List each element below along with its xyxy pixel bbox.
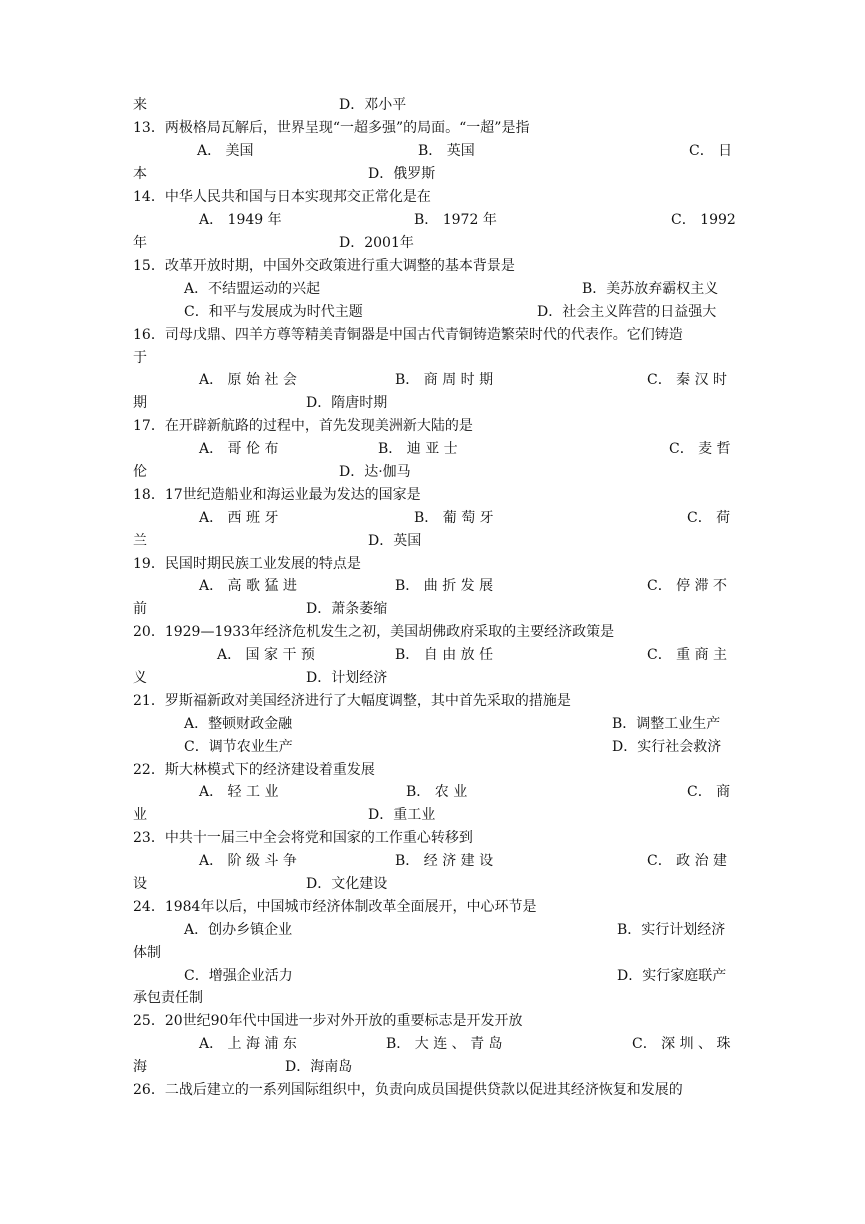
text-line: 本: [133, 166, 147, 182]
text-line: 25．20世纪90年代中国进一步对外开放的重要标志是开发开放: [133, 1013, 523, 1029]
text-line: B．调整工业生产: [612, 716, 721, 732]
text-line: C． 重 商 主: [647, 647, 728, 663]
text-line: C． 政 治 建: [647, 853, 728, 869]
text-line: C． 秦 汉 时: [647, 372, 728, 388]
text-line: D．海南岛: [285, 1059, 353, 1075]
text-line: A． 美国: [197, 143, 254, 159]
text-line: D．达·伽马: [339, 464, 411, 480]
text-line: B． 迪 亚 士: [378, 441, 458, 457]
text-line: A． 上 海 浦 东: [199, 1036, 297, 1052]
text-line: C．增强企业活力: [184, 968, 293, 984]
text-line: D．实行家庭联产: [617, 968, 727, 984]
text-line: A．不结盟运动的兴起: [184, 281, 321, 297]
text-line: C． 1992: [671, 212, 736, 228]
text-line: C． 荷: [687, 510, 731, 526]
text-line: C．和平与发展成为时代主题: [184, 304, 363, 320]
text-line: 21．罗斯福新政对美国经济进行了大幅度调整，其中首先采取的措施是: [133, 693, 571, 709]
text-line: A． 高 歌 猛 进: [199, 578, 297, 594]
text-line: 20．1929—1933年经济危机发生之初，美国胡佛政府采取的主要经济政策是: [133, 624, 615, 640]
text-line: 期: [133, 395, 147, 411]
text-line: B． 大 连 、 青 岛: [386, 1036, 503, 1052]
text-line: B． 农 业: [406, 784, 468, 800]
text-line: C． 麦 哲: [669, 441, 731, 457]
text-line: A． 原 始 社 会: [199, 372, 297, 388]
text-line: B．美苏放弃霸权主义: [582, 281, 719, 297]
text-line: D．实行社会救济: [612, 739, 722, 755]
text-line: D．隋唐时期: [306, 395, 388, 411]
text-line: C． 深 圳 、 珠: [632, 1036, 731, 1052]
text-line: 承包责任制: [133, 990, 203, 1006]
text-line: A． 轻 工 业: [199, 784, 279, 800]
text-line: D．社会主义阵营的日益强大: [537, 304, 717, 320]
text-line: D．计划经济: [306, 670, 388, 686]
text-line: 业: [133, 807, 147, 823]
text-line: 13．两极格局瓦解后，世界呈现“一超多强”的局面。“一超”是指: [133, 120, 530, 136]
text-line: B． 葡 萄 牙: [414, 510, 494, 526]
text-line: D．2001年: [339, 235, 414, 251]
text-line: A． 哥 伦 布: [199, 441, 279, 457]
text-line: 海: [133, 1059, 147, 1075]
text-line: 前: [133, 601, 147, 617]
text-line: 24．1984年以后，中国城市经济体制改革全面展开，中心环节是: [133, 899, 537, 915]
text-line: A． 国 家 干 预: [217, 647, 315, 663]
text-line: A． 西 班 牙: [199, 510, 279, 526]
text-line: 义: [133, 670, 147, 686]
text-line: D．萧条萎缩: [306, 601, 388, 617]
text-line: D．重工业: [368, 807, 436, 823]
text-line: 26．二战后建立的一系列国际组织中，负责向成员国提供贷款以促进其经济恢复和发展的: [133, 1082, 683, 1098]
text-line: 14．中华人民共和国与日本实现邦交正常化是在: [133, 189, 431, 205]
text-line: A． 阶 级 斗 争: [199, 853, 297, 869]
text-line: 年: [133, 235, 147, 251]
text-line: D．邓小平: [339, 97, 407, 113]
text-line: C． 停 滞 不: [647, 578, 728, 594]
text-line: 23．中共十一届三中全会将党和国家的工作重心转移到: [133, 830, 473, 846]
text-line: B． 自 由 放 任: [395, 647, 494, 663]
text-line: 17．在开辟新航路的过程中，首先发现美洲新大陆的是: [133, 418, 473, 434]
text-line: 15．改革开放时期，中国外交政策进行重大调整的基本背景是: [133, 258, 515, 274]
text-line: C．调节农业生产: [184, 739, 293, 755]
text-line: B． 经 济 建 设: [395, 853, 494, 869]
text-line: 体制: [133, 945, 161, 961]
text-line: 19．民国时期民族工业发展的特点是: [133, 556, 361, 572]
text-line: D．英国: [368, 533, 422, 549]
text-line: D．文化建设: [306, 876, 388, 892]
text-line: A． 1949 年: [199, 212, 282, 228]
text-line: A．创办乡镇企业: [184, 922, 293, 938]
text-line: 伦: [133, 464, 147, 480]
text-line: 兰: [133, 533, 147, 549]
text-line: 于: [133, 350, 147, 366]
text-line: 设: [133, 876, 147, 892]
text-line: D．俄罗斯: [368, 166, 436, 182]
text-line: 来: [133, 97, 147, 113]
text-line: B． 1972 年: [414, 212, 497, 228]
text-line: 16．司母戊鼎、四羊方尊等精美青铜器是中国古代青铜铸造繁荣时代的代表作。它们铸造: [133, 327, 683, 343]
text-line: B． 英国: [418, 143, 475, 159]
text-line: 22．斯大林模式下的经济建设着重发展: [133, 762, 375, 778]
text-line: C． 日: [689, 143, 733, 159]
text-line: B． 曲 折 发 展: [395, 578, 494, 594]
text-line: A．整顿财政金融: [184, 716, 293, 732]
text-line: B． 商 周 时 期: [395, 372, 494, 388]
text-line: C． 商: [687, 784, 731, 800]
text-line: B．实行计划经济: [617, 922, 726, 938]
text-line: 18．17世纪造船业和海运业最为发达的国家是: [133, 487, 421, 503]
